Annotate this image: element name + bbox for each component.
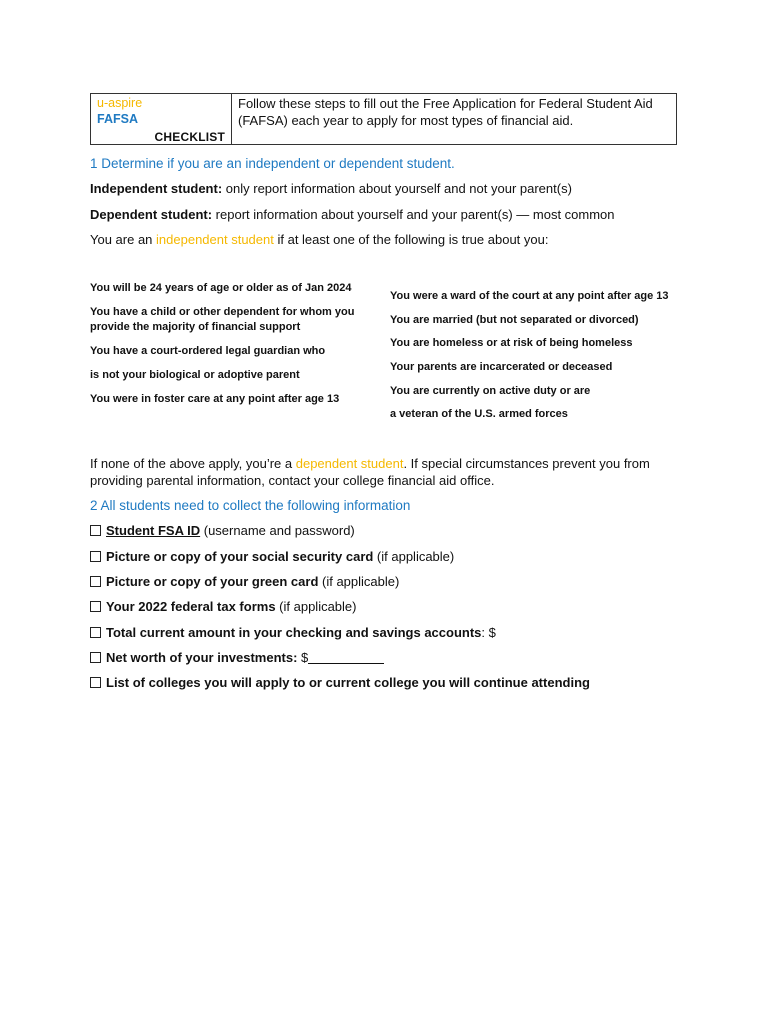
checkbox[interactable] [90, 525, 101, 536]
checkbox[interactable] [90, 652, 101, 663]
item-bold: Picture or copy of your social security card [106, 549, 374, 564]
independent-text: only report information about yourself and not your parent(s) [222, 181, 572, 196]
checkbox[interactable] [90, 576, 101, 587]
dependent-highlight: dependent student [295, 456, 404, 471]
dependent-note-line2: providing parental information, contact your college financial aid office. [90, 473, 495, 488]
item-rest: $ [297, 650, 309, 665]
condition-item: You have a child or other dependent for whom you [90, 306, 355, 318]
item-bold: Picture or copy of your green card [106, 574, 319, 589]
item-bold: Your 2022 federal tax forms [106, 599, 276, 614]
checkbox[interactable] [90, 677, 101, 688]
independent-intro [90, 232, 548, 247]
condition-item: You will be 24 years of age or older as of Jan 2024 [90, 282, 352, 294]
dependent-before: If none of the above apply, you’re a [90, 456, 296, 471]
condition-item: You have a court-ordered legal guardian who [90, 345, 326, 357]
checklist-item-investments[interactable] [90, 650, 384, 665]
item-rest: (if applicable) [275, 599, 357, 614]
checklist-item-accounts[interactable] [90, 625, 496, 640]
condition-item: You are homeless or at risk of being homeless [390, 337, 633, 349]
independent-definition [90, 181, 572, 196]
checkbox[interactable] [90, 601, 101, 612]
step2-heading: 2 All students need to collect the following information [90, 498, 411, 513]
item-rest: (username and password) [200, 523, 355, 538]
intro-before: You are an [90, 232, 157, 247]
brand-line-1: u-aspire [97, 96, 143, 110]
brand-line-3: CHECKLIST [154, 130, 225, 144]
checklist-item-ssn-card[interactable] [90, 549, 454, 564]
item-bold: Student FSA ID [106, 523, 201, 538]
condition-item: You are married (but not separated or divorced) [390, 314, 639, 326]
checkbox[interactable] [90, 627, 101, 638]
item-rest: (if applicable) [318, 574, 400, 589]
intro-highlight: independent student [156, 232, 274, 247]
blank-line[interactable] [308, 651, 384, 664]
step1-heading: 1 Determine if you are an independent or dependent student. [90, 156, 455, 171]
condition-item: You were a ward of the court at any point after age 13 [390, 290, 669, 302]
dependent-after: . If special circumstances prevent you from [403, 456, 650, 471]
condition-item: is not your biological or adoptive parent [90, 369, 300, 381]
condition-item: provide the majority of financial support [90, 321, 301, 333]
dependent-note-line1 [90, 456, 650, 471]
item-bold: Total current amount in your checking and savings accounts [106, 625, 482, 640]
dependent-label: Dependent student: [90, 207, 213, 222]
checkbox[interactable] [90, 551, 101, 562]
brand-cell [91, 94, 232, 145]
condition-item: Your parents are incarcerated or deceased [390, 361, 613, 373]
header-description: Follow these steps to fill out the Free Application for Federal Student Aid (FAFSA) each year to apply for most types of financial aid. [232, 94, 677, 145]
checklist-item-colleges[interactable] [90, 675, 590, 690]
item-bold: Net worth of your investments: [106, 650, 298, 665]
brand-line-2: FAFSA [97, 112, 138, 126]
condition-item: You are currently on active duty or are [390, 385, 591, 397]
item-rest: (if applicable) [373, 549, 455, 564]
dependent-definition [90, 207, 615, 222]
header-table [90, 93, 677, 145]
item-bold: List of colleges you will apply to or current college you will continue attending [106, 675, 590, 690]
checklist-item-tax-forms[interactable] [90, 599, 357, 614]
checklist-item-green-card[interactable] [90, 574, 399, 589]
independent-label: Independent student: [90, 181, 223, 196]
condition-item: a veteran of the U.S. armed forces [390, 408, 568, 420]
checklist-item-fsa-id[interactable] [90, 523, 355, 538]
dependent-text: report information about yourself and your parent(s) — most common [212, 207, 615, 222]
condition-item: You were in foster care at any point after age 13 [90, 393, 340, 405]
intro-after: if at least one of the following is true about you: [273, 232, 549, 247]
item-rest: : $ [481, 625, 496, 640]
